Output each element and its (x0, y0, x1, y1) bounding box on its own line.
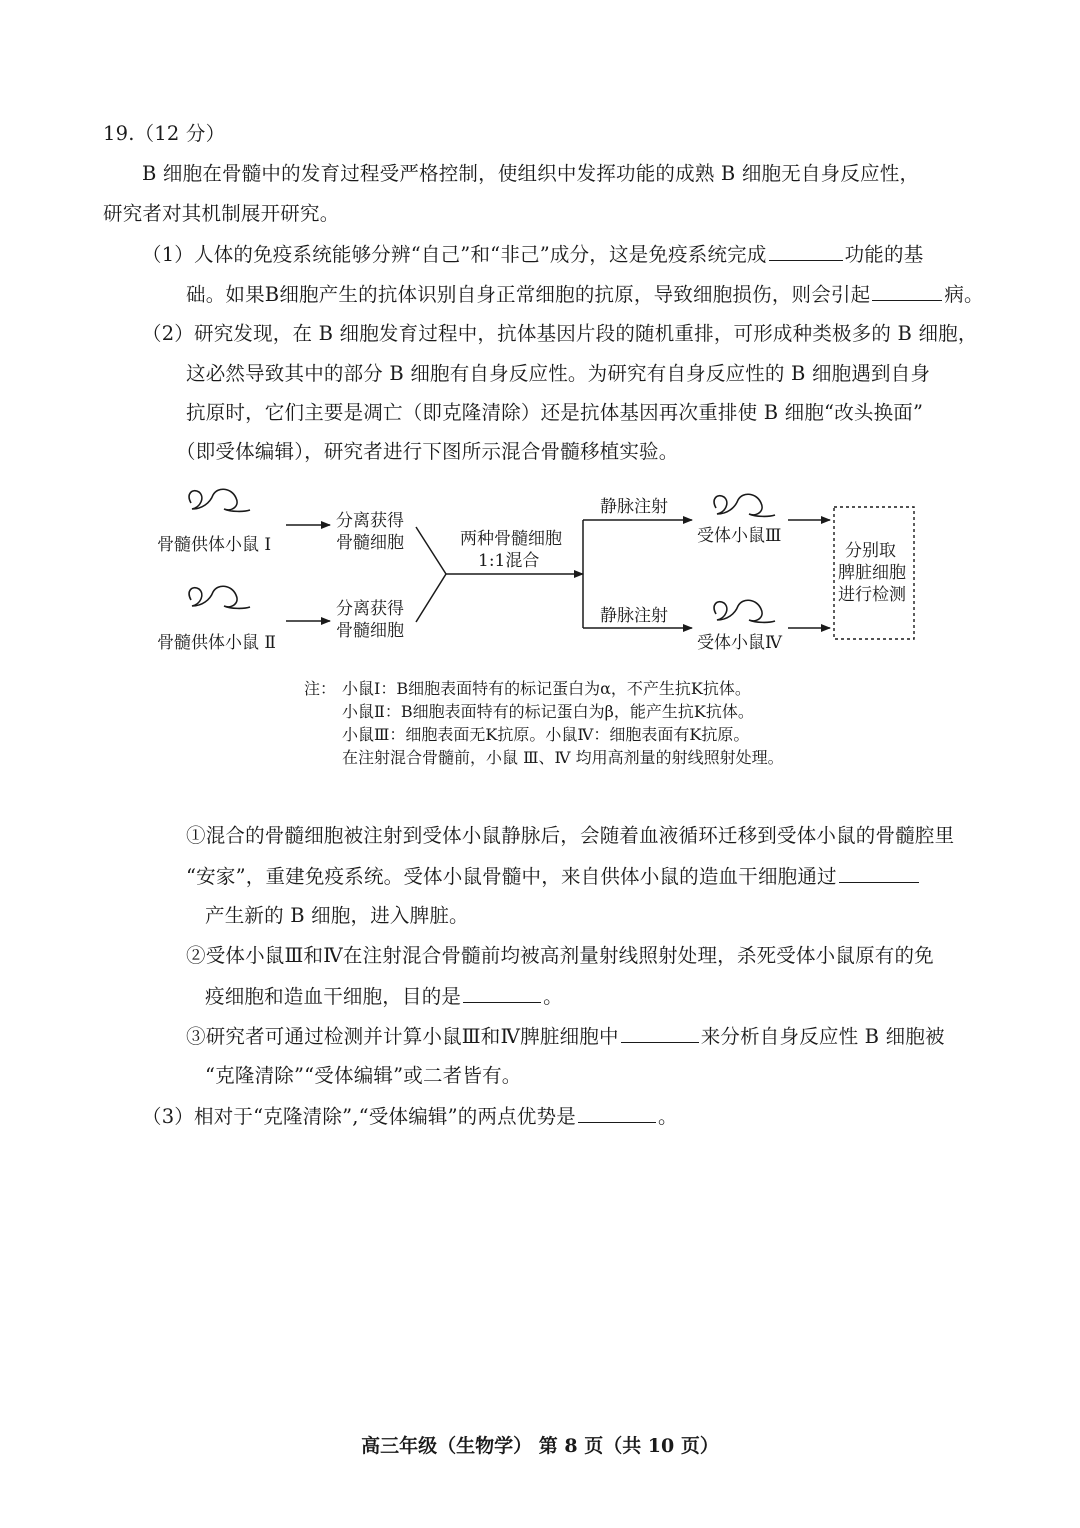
donor-mouse-1-icon (189, 489, 250, 511)
merge-line-top (416, 527, 446, 574)
sub3-line-2: “克隆清除”“受体编辑”或二者皆有。 (205, 1064, 522, 1087)
sub3-text-a: ③研究者可通过检测并计算小鼠Ⅲ和Ⅳ脾脏细胞中 (186, 1025, 619, 1048)
separate-1-line-1: 分离获得 (336, 511, 404, 531)
sub3-line-1 (186, 1022, 945, 1051)
detect-box (834, 507, 914, 639)
recipient-mouse-4-icon (714, 600, 775, 622)
sub1-text-b: “安家”，重建免疫系统。受体小鼠骨髓中，来自供体小鼠的造血干细胞通过 (186, 865, 837, 888)
sub2-line-1: ②受体小鼠Ⅲ和Ⅳ在注射混合骨髓前均被高剂量射线照射处理，杀死受体小鼠原有的免 (186, 944, 934, 967)
recipient-mouse-3-icon (714, 494, 775, 516)
detect-line-2: 脾脏细胞 (838, 563, 906, 583)
part3-line (142, 1102, 678, 1131)
page-footer: 高三年级（生物学） 第 8 页（共 10 页） (361, 1435, 719, 1457)
sub1-line-3: 产生新的 B 细胞，进入脾脏。 (205, 904, 469, 927)
part1-text-c: 础。如果B细胞产生的抗体识别自身正常细胞的抗原，导致细胞损伤，则会引起 (186, 283, 871, 306)
donor-2-label: 骨髓供体小鼠 Ⅱ (157, 633, 276, 653)
part1-text-b: 功能的基 (844, 243, 924, 266)
part2-line-3: 抗原时，它们主要是凋亡（即克隆清除）还是抗体基因再次重排使 B 细胞“改头换面” (186, 401, 924, 424)
inject-2-label: 静脉注射 (600, 606, 668, 626)
sub2-text-b: 。 (543, 985, 563, 1008)
sub2-text-a: 疫细胞和造血干细胞，目的是 (205, 985, 462, 1008)
note-line-1: 小鼠Ⅰ：B细胞表面特有的标记蛋白为α，不产生抗K抗体。 (342, 679, 751, 698)
sub1-line-1: ①混合的骨髓细胞被注射到受体小鼠静脉后，会随着血液循环迁移到受体小鼠的骨髓腔里 (186, 824, 955, 847)
answer-blank-5[interactable] (621, 1022, 699, 1043)
answer-blank-2[interactable] (872, 280, 942, 301)
part2-line-1: （2）研究发现，在 B 细胞发育过程中，抗体基因片段的随机重排，可形成种类极多的 B 细胞， (142, 322, 978, 345)
note-line-2: 小鼠Ⅱ：B细胞表面特有的标记蛋白为β，能产生抗K抗体。 (342, 702, 754, 721)
recipient-4-label: 受体小鼠Ⅳ (697, 633, 782, 653)
part3-text-a: （3）相对于“克隆清除”,“受体编辑”的两点优势是 (142, 1105, 576, 1128)
part1-line-1 (142, 240, 923, 269)
answer-blank-6[interactable] (578, 1102, 656, 1123)
sub1-line-2 (186, 862, 921, 891)
note-prefix: 注： (304, 679, 337, 698)
detect-line-3: 进行检测 (838, 585, 906, 605)
part1-text-d: 病。 (944, 283, 984, 306)
answer-blank-4[interactable] (463, 982, 541, 1003)
intro-line-2: 研究者对其机制展开研究。 (103, 202, 340, 225)
part1-text-a: （1）人体的免疫系统能够分辨“自己”和“非己”成分，这是免疫系统完成 (142, 243, 767, 266)
separate-2-line-1: 分离获得 (336, 599, 404, 619)
sub3-text-b: 来分析自身反应性 B 细胞被 (700, 1025, 945, 1048)
note-line-3: 小鼠Ⅲ：细胞表面无K抗原。小鼠Ⅳ：细胞表面有K抗原。 (342, 725, 750, 744)
part2-line-2: 这必然导致其中的部分 B 细胞有自身反应性。为研究有自身反应性的 B 细胞遇到自身 (186, 362, 931, 385)
recipient-3-label: 受体小鼠Ⅲ (697, 526, 782, 546)
answer-blank-1[interactable] (769, 240, 843, 261)
sub2-line-2 (205, 982, 563, 1011)
donor-mouse-2-icon (189, 586, 250, 608)
part1-line-2 (186, 280, 984, 309)
merge-line-bottom (416, 574, 446, 622)
donor-1-label: 骨髓供体小鼠 Ⅰ (157, 535, 272, 555)
separate-2-line-2: 骨髓细胞 (336, 621, 404, 641)
mix-line-1: 两种骨髓细胞 (460, 529, 562, 549)
answer-blank-3[interactable] (839, 862, 919, 883)
part2-line-4: （即受体编辑），研究者进行下图所示混合骨髓移植实验。 (176, 440, 679, 463)
part3-text-b: 。 (657, 1105, 678, 1128)
inject-1-label: 静脉注射 (600, 497, 668, 517)
mix-line-2: 1:1混合 (478, 551, 540, 571)
question-number: 19.（12 分） (103, 122, 226, 145)
note-line-4: 在注射混合骨髓前，小鼠 Ⅲ、Ⅳ 均用高剂量的射线照射处理。 (342, 748, 784, 767)
intro-line-1: B 细胞在骨髓中的发育过程受严格控制，使组织中发挥功能的成熟 B 细胞无自身反应性， (142, 162, 920, 185)
separate-1-line-2: 骨髓细胞 (336, 533, 404, 553)
detect-line-1: 分别取 (845, 541, 896, 561)
